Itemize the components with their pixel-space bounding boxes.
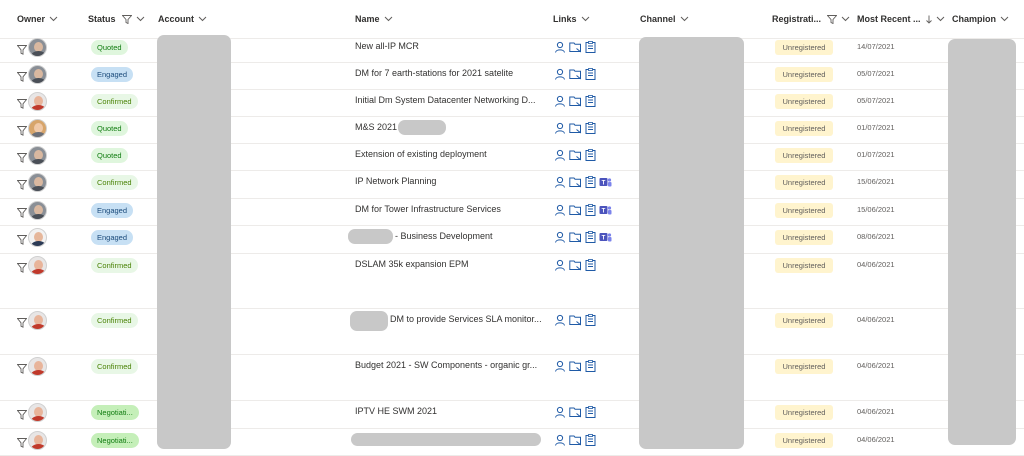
links-cell	[554, 204, 612, 216]
avatar[interactable]	[28, 119, 47, 138]
notes-icon[interactable]	[585, 204, 596, 216]
table-row[interactable]	[0, 253, 1024, 309]
status-badge: Quoted	[91, 121, 128, 136]
column-header-most-recent[interactable]	[857, 0, 945, 38]
chevron-down-icon	[841, 16, 850, 22]
chevron-down-icon	[384, 16, 393, 22]
folder-link-icon[interactable]	[569, 259, 582, 271]
links-cell	[554, 176, 612, 188]
table-row[interactable]	[0, 89, 1024, 117]
most-recent-date: 15/06/2021	[857, 205, 895, 214]
table-row[interactable]	[0, 170, 1024, 199]
status-badge: Confirmed	[91, 94, 138, 109]
avatar[interactable]	[28, 38, 47, 57]
notes-icon[interactable]	[585, 434, 596, 446]
status-badge: Quoted	[91, 148, 128, 163]
status-badge: Engaged	[91, 203, 133, 218]
notes-icon[interactable]	[585, 360, 596, 372]
table-row[interactable]	[0, 116, 1024, 144]
notes-icon[interactable]	[585, 68, 596, 80]
links-cell	[554, 95, 596, 107]
svg-text:T: T	[601, 208, 606, 215]
filter-icon[interactable]	[17, 42, 27, 60]
links-cell	[554, 259, 596, 271]
avatar[interactable]	[28, 146, 47, 165]
opportunity-name[interactable]: M&S 2021	[355, 122, 398, 132]
chevron-down-icon	[1000, 16, 1009, 22]
filter-icon[interactable]	[17, 315, 27, 333]
status-badge: Engaged	[91, 230, 133, 245]
most-recent-date: 04/06/2021	[857, 260, 895, 269]
opportunity-name[interactable]: DSLAM 35k expansion EPM	[355, 259, 469, 269]
links-cell	[554, 149, 596, 161]
registration-badge: Unregistered	[775, 148, 833, 163]
avatar[interactable]	[28, 357, 47, 376]
contact-icon[interactable]	[554, 68, 566, 80]
most-recent-date: 04/06/2021	[857, 407, 895, 416]
notes-icon[interactable]	[585, 41, 596, 53]
links-cell	[554, 434, 596, 446]
filter-icon[interactable]	[17, 96, 27, 114]
links-cell	[554, 68, 596, 80]
column-label-champion: Champion	[952, 14, 996, 24]
folder-link-icon[interactable]	[569, 231, 582, 243]
opportunity-name[interactable]: - Business Development	[395, 231, 493, 241]
column-header-account[interactable]	[158, 0, 207, 38]
filter-icon[interactable]	[17, 260, 27, 278]
most-recent-date: 04/06/2021	[857, 315, 895, 324]
folder-link-icon[interactable]	[569, 314, 582, 326]
contact-icon[interactable]	[554, 434, 566, 446]
contact-icon[interactable]	[554, 95, 566, 107]
table-row[interactable]	[0, 143, 1024, 171]
column-header-channel[interactable]	[640, 0, 689, 38]
contact-icon[interactable]	[554, 176, 566, 188]
column-label-account: Account	[158, 14, 194, 24]
opportunity-name[interactable]: Initial Dm System Datacenter Networking D...	[355, 95, 536, 105]
most-recent-date: 01/07/2021	[857, 150, 895, 159]
redacted-champion-column	[948, 39, 1016, 445]
status-badge: Quoted	[91, 40, 128, 55]
links-cell	[554, 122, 596, 134]
opportunity-name[interactable]: New all-IP MCR	[355, 41, 419, 51]
opportunity-name[interactable]: IP Network Planning	[355, 176, 437, 186]
status-badge: Confirmed	[91, 175, 138, 190]
table-row[interactable]	[0, 354, 1024, 401]
contact-icon[interactable]	[554, 259, 566, 271]
folder-link-icon[interactable]	[569, 149, 582, 161]
contact-icon[interactable]	[554, 231, 566, 243]
registration-badge: Unregistered	[775, 94, 833, 109]
folder-link-icon[interactable]	[569, 176, 582, 188]
links-cell	[554, 360, 596, 372]
table-row[interactable]	[0, 198, 1024, 226]
column-label-most-recent: Most Recent ...	[857, 14, 921, 24]
notes-icon[interactable]	[585, 95, 596, 107]
column-header-name[interactable]	[355, 0, 393, 38]
most-recent-date: 04/06/2021	[857, 361, 895, 370]
opportunity-name[interactable]: DM for Tower Infrastructure Services	[355, 204, 501, 214]
contact-icon[interactable]	[554, 406, 566, 418]
status-badge: Confirmed	[91, 258, 138, 273]
filter-icon[interactable]	[122, 15, 132, 24]
contact-icon[interactable]	[554, 314, 566, 326]
avatar[interactable]	[28, 92, 47, 111]
registration-badge: Unregistered	[775, 359, 833, 374]
opportunity-name[interactable]: Extension of existing deployment	[355, 149, 487, 159]
registration-badge: Unregistered	[775, 258, 833, 273]
column-label-channel: Channel	[640, 14, 676, 24]
column-header-status[interactable]	[88, 0, 145, 38]
column-label-registration: Registrati...	[772, 14, 822, 24]
table-row[interactable]	[0, 62, 1024, 90]
links-cell	[554, 231, 612, 243]
folder-link-icon[interactable]	[569, 68, 582, 80]
registration-badge: Unregistered	[775, 203, 833, 218]
contact-icon[interactable]	[554, 122, 566, 134]
filter-icon[interactable]	[827, 15, 837, 24]
notes-icon[interactable]	[585, 149, 596, 161]
avatar[interactable]	[28, 431, 47, 450]
filter-icon[interactable]	[17, 177, 27, 195]
avatar[interactable]	[28, 228, 47, 247]
column-header-champion[interactable]	[952, 0, 1009, 38]
avatar[interactable]	[28, 311, 47, 330]
status-badge: Negotiati...	[91, 405, 139, 420]
folder-link-icon[interactable]	[569, 95, 582, 107]
chevron-down-icon	[581, 16, 590, 22]
column-header-owner[interactable]	[17, 0, 58, 38]
filter-icon[interactable]	[17, 69, 27, 87]
notes-icon[interactable]	[585, 259, 596, 271]
avatar[interactable]	[28, 65, 47, 84]
column-label-name: Name	[355, 14, 380, 24]
folder-link-icon[interactable]	[569, 406, 582, 418]
notes-icon[interactable]	[585, 231, 596, 243]
notes-icon[interactable]	[585, 122, 596, 134]
status-badge: Negotiati...	[91, 433, 139, 448]
registration-badge: Unregistered	[775, 67, 833, 82]
filter-icon[interactable]	[17, 232, 27, 250]
folder-link-icon[interactable]	[569, 204, 582, 216]
registration-badge: Unregistered	[775, 405, 833, 420]
filter-icon[interactable]	[17, 435, 27, 453]
column-header-links[interactable]	[553, 0, 590, 38]
most-recent-date: 08/06/2021	[857, 232, 895, 241]
avatar[interactable]	[28, 256, 47, 275]
column-header-registration[interactable]	[772, 0, 850, 38]
chevron-down-icon	[198, 16, 207, 22]
column-label-status: Status	[88, 14, 116, 24]
avatar[interactable]	[28, 403, 47, 422]
column-header-row	[0, 0, 1024, 39]
svg-text:T: T	[601, 180, 606, 187]
most-recent-date: 15/06/2021	[857, 177, 895, 186]
registration-badge: Unregistered	[775, 313, 833, 328]
contact-icon[interactable]	[554, 149, 566, 161]
folder-link-icon[interactable]	[569, 360, 582, 372]
column-label-links: Links	[553, 14, 577, 24]
filter-icon[interactable]	[17, 205, 27, 223]
opportunity-name[interactable]: DM to provide Services SLA monitor...	[390, 314, 542, 324]
chevron-down-icon	[136, 16, 145, 22]
status-badge: Confirmed	[91, 313, 138, 328]
links-cell	[554, 406, 596, 418]
redacted-text	[398, 120, 446, 135]
teams-icon[interactable]	[599, 176, 612, 188]
notes-icon[interactable]	[585, 406, 596, 418]
folder-link-icon[interactable]	[569, 122, 582, 134]
registration-badge: Unregistered	[775, 121, 833, 136]
table-row[interactable]	[0, 428, 1024, 456]
table-row[interactable]	[0, 308, 1024, 355]
filter-icon[interactable]	[17, 361, 27, 379]
column-label-owner: Owner	[17, 14, 46, 24]
avatar[interactable]	[28, 173, 47, 192]
folder-link-icon[interactable]	[569, 41, 582, 53]
contact-icon[interactable]	[554, 41, 566, 53]
sort-descending-icon	[926, 15, 932, 24]
table-row[interactable]	[0, 35, 1024, 63]
chevron-down-icon	[680, 16, 689, 22]
chevron-down-icon	[936, 16, 945, 22]
redacted-account-column	[157, 35, 231, 449]
links-cell	[554, 41, 596, 53]
registration-badge: Unregistered	[775, 175, 833, 190]
folder-link-icon[interactable]	[569, 434, 582, 446]
teams-icon[interactable]	[599, 204, 612, 216]
contact-icon[interactable]	[554, 360, 566, 372]
registration-badge: Unregistered	[775, 40, 833, 55]
chevron-down-icon	[49, 16, 58, 22]
filter-icon[interactable]	[17, 123, 27, 141]
links-cell	[554, 314, 596, 326]
avatar[interactable]	[28, 201, 47, 220]
redacted-channel-column	[639, 37, 744, 449]
table-row[interactable]	[0, 400, 1024, 429]
redacted-text	[351, 433, 541, 446]
contact-icon[interactable]	[554, 204, 566, 216]
opportunity-name[interactable]: IPTV HE SWM 2021	[355, 406, 438, 416]
table-row[interactable]	[0, 225, 1024, 254]
most-recent-date: 04/06/2021	[857, 435, 895, 444]
opportunity-name[interactable]: DM for 7 earth-stations for 2021 satelite	[355, 68, 514, 78]
status-badge: Confirmed	[91, 359, 138, 374]
filter-icon[interactable]	[17, 407, 27, 425]
most-recent-date: 05/07/2021	[857, 96, 895, 105]
teams-icon[interactable]	[599, 231, 612, 243]
registration-badge: Unregistered	[775, 433, 833, 448]
most-recent-date: 01/07/2021	[857, 123, 895, 132]
most-recent-date: 05/07/2021	[857, 69, 895, 78]
status-badge: Engaged	[91, 67, 133, 82]
opportunity-name[interactable]: Budget 2021 - SW Components - organic gr...	[355, 360, 538, 370]
notes-icon[interactable]	[585, 176, 596, 188]
redacted-text	[348, 229, 393, 244]
filter-icon[interactable]	[17, 150, 27, 168]
registration-badge: Unregistered	[775, 230, 833, 245]
svg-text:T: T	[601, 235, 606, 242]
notes-icon[interactable]	[585, 314, 596, 326]
redacted-text	[350, 311, 388, 331]
most-recent-date: 14/07/2021	[857, 42, 895, 51]
